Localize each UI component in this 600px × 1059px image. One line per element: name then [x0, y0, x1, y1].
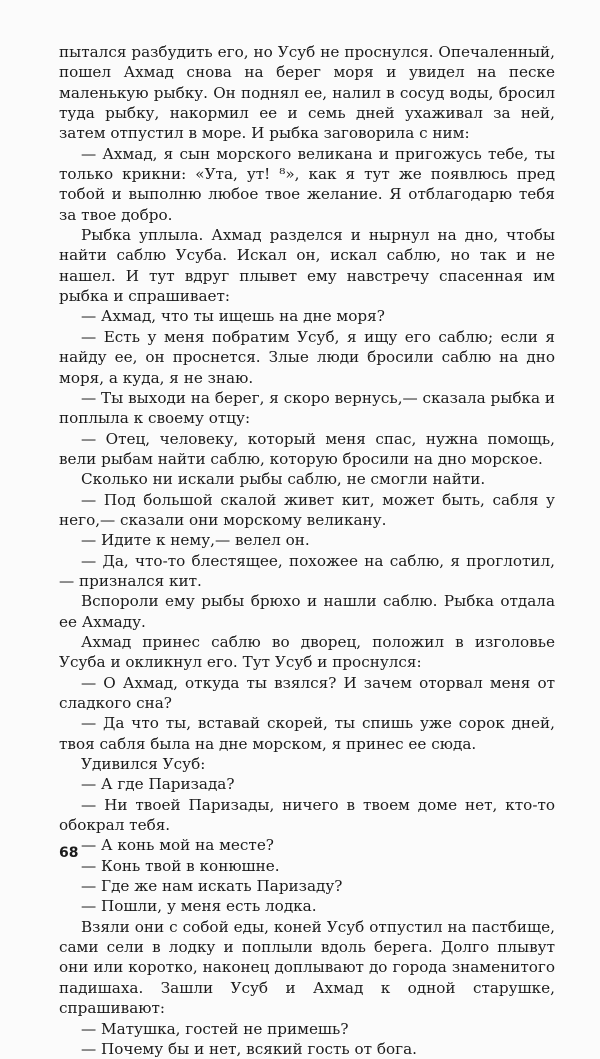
paragraph: — О Ахмад, откуда ты взялся? И зачем оторвал меня от сладкого сна?	[59, 673, 555, 712]
paragraph: — Матушка, гостей не примешь?	[81, 1019, 349, 1038]
paragraph: — Где же нам искать Паризаду?	[81, 877, 343, 896]
paragraph: — Отец, человеку, который меня спас, нужна помощь, вели рыбам найти саблю, которую бросили на дно морское.	[59, 429, 555, 468]
paragraph: пытался разбудить его, но Усуб не проснулся. Опечаленный, пошел Ахмад снова на берег моря и увидел на песке маленькую рыбку. Он поднял ее, налил в сосуд воды, бросил туда рыбку, накормил ее и семь дней ухаживал за ней, затем отпустил в море. И рыбка заговорила с ним:	[59, 43, 555, 143]
paragraph: — Да, что-то блестящее, похожее на саблю, я проглотил,— признался кит.	[59, 551, 555, 590]
paragraph: — Пошли, у меня есть лодка.	[81, 897, 317, 916]
paragraph: — Идите к нему,— велел он.	[81, 531, 310, 550]
paragraph: Сколько ни искали рыбы саблю, не смогли найти.	[81, 470, 486, 489]
paragraph: — Ахмад, что ты ищешь на дне моря?	[81, 307, 385, 326]
paragraph: Удивился Усуб:	[81, 755, 206, 774]
paragraph: — Почему бы и нет, всякий гость от бога.	[81, 1039, 417, 1058]
paragraph: — А конь мой на месте?	[81, 836, 274, 855]
paragraph: Рыбка уплыла. Ахмад разделся и нырнул на дно, чтобы найти саблю Усуба. Искал он, искал саблю, но так и не нашел. И тут вдруг плывет ему навстречу спасенная им рыбка и спрашивает:	[59, 226, 555, 306]
paragraph: — А где Паризада?	[81, 775, 235, 794]
paragraph: Ахмад принес саблю во дворец, положил в изголовье Усуба и окликнул его. Тут Усуб и проснулся:	[59, 632, 555, 672]
paragraph: Вспороли ему рыбы брюхо и нашли саблю. Рыбка отдала ее Ахмаду.	[59, 592, 555, 631]
paragraph: — Ты выходи на берег, я скоро вернусь,— сказала рыбка и поплыла к своему отцу:	[59, 388, 555, 428]
paragraph: — Есть у меня побратим Усуб, я ищу его саблю; если я найду ее, он проснется. Злые люди бросили саблю на дно моря, а куда, я не знаю.	[59, 327, 555, 387]
paragraph: — Да что ты, вставай скорей, ты спишь уже сорок дней, твоя сабля была на дне морском, я принес ее сюда.	[59, 714, 555, 753]
paragraph: — Ни твоей Паризады, ничего в твоем доме нет, кто-то обокрал тебя.	[59, 795, 555, 835]
page-number: 68	[59, 845, 79, 861]
paragraph: — Под большой скалой живет кит, может быть, сабля у него,— сказали они морскому великану.	[59, 490, 555, 529]
paragraph: — Ахмад, я сын морского великана и пригожусь тебе, ты только крикни: «Ута, ут! ⁸», как я тут же появлюсь пред тобой и выполню любое твое желание. Я отблагодарю тебя за твое добро.	[59, 144, 555, 224]
body-text	[59, 42, 555, 1059]
paragraph: Взяли они с собой еды, коней Усуб отпустил на пастбище, сами сели в лодку и поплыли вдоль берега. Долго плывут они или коротко, наконец доплывают до города знаменитого падишаха. Зашли Усуб и Ахмад к одной старушке, спрашивают:	[59, 917, 555, 1018]
paragraph: — Конь твой в конюшне.	[81, 856, 280, 875]
